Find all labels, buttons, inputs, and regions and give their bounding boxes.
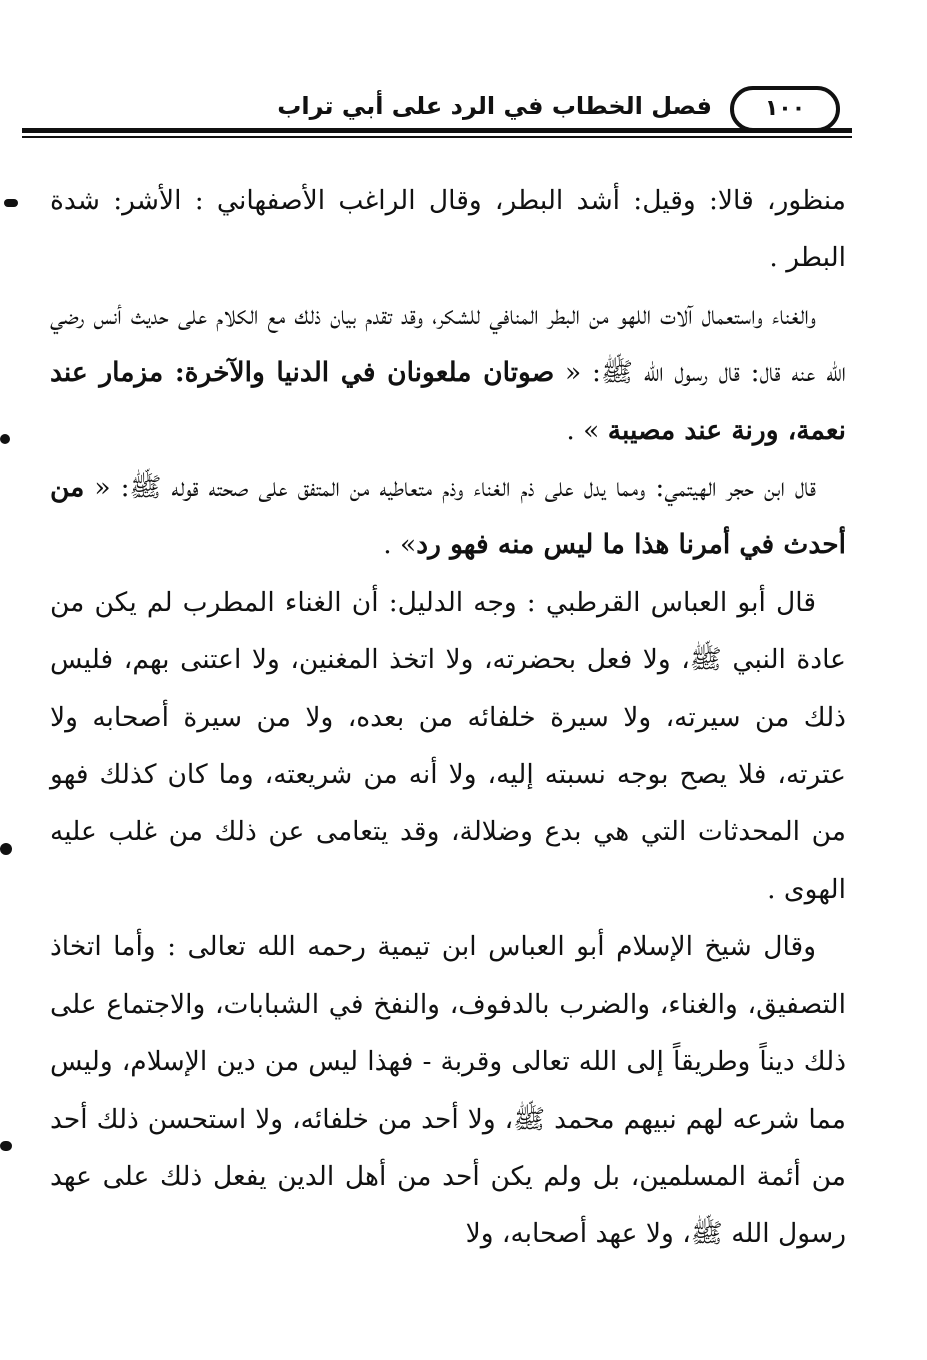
page-header	[22, 82, 852, 142]
hadith-quote: صوتان ملعونان في الدنيا والآخرة: مزمار عند نعمة، ورنة عند مصيبة	[50, 357, 846, 446]
text-segment: » .	[383, 529, 417, 561]
paragraph	[50, 459, 846, 574]
page-number: ١٠٠	[730, 86, 840, 132]
scan-mark	[4, 199, 18, 207]
running-title: فصل الخطاب في الرد على أبي تراب	[277, 92, 712, 120]
hadith-quote: من أحدث في أمرنا هذا ما ليس منه فهو رد	[50, 472, 846, 561]
text-segment: قال ابن حجر الهيتمي: ومما يدل على ذم الغناء وذم متعاطيه من المتفق على صحته قوله ﷺ: «	[84, 472, 816, 504]
text-segment: منظور، قالا: وقيل: أشد البطر، وقال الراغب الأصفهاني : الأشر: شدة البطر .	[50, 185, 846, 274]
header-rule	[22, 128, 852, 133]
scan-mark	[0, 434, 10, 444]
paragraph	[50, 574, 846, 918]
scan-mark	[0, 1141, 12, 1151]
scan-mark	[0, 843, 12, 855]
main-text	[50, 172, 846, 1263]
text-segment: وقال شيخ الإسلام أبو العباس ابن تيمية رحمه الله تعالى : وأما اتخاذ التصفيق، والغناء، والضرب بالدفوف، والنفخ في الشبابات، والاجتماع على ذلك ديناً وطريقاً إلى الله تعالى وقربة - فهذا ليس من دين الإسلام، وليس مما شرعه لهم نبيهم محمد ﷺ، ولا أحد من خلفائه، ولا استحسن ذلك أحد من أئمة المسلمين، بل ولم يكن أحد من أهل الدين يفعل ذلك على عهد رسول الله ﷺ، ولا عهد أصحابه، ولا	[50, 931, 846, 1250]
text-segment: والغناء واستعمال آلات اللهو من البطر المنافي للشكر، وقد تقدم بيان ذلك مع الكلام على حديث أنس رضي الله عنه قال: قال رسول الله ﷺ: «	[50, 299, 846, 389]
paragraph	[50, 918, 846, 1262]
text-segment: » .	[566, 414, 608, 446]
paragraph	[50, 172, 846, 287]
text-segment: قال أبو العباس القرطبي : وجه الدليل: أن الغناء المطرب لم يكن من عادة النبي ﷺ، ولا فعل بحضرته، ولا اتخذ المغنين، ولا اعتنى بهم، فليس ذلك من سيرته، ولا سيرة خلفائه من بعده، ولا من سيرة أصحابه ولا عترته، فلا يصح بوجه نسبته إليه، ولا أنه من شريعته، وما كان كذلك فهو من المحدثات التي هي بدع وضلالة، وقد يتعامى عن ذلك من غلب عليه الهوى .	[50, 586, 846, 905]
header-rule-thin	[22, 136, 852, 138]
paragraph	[50, 287, 846, 459]
